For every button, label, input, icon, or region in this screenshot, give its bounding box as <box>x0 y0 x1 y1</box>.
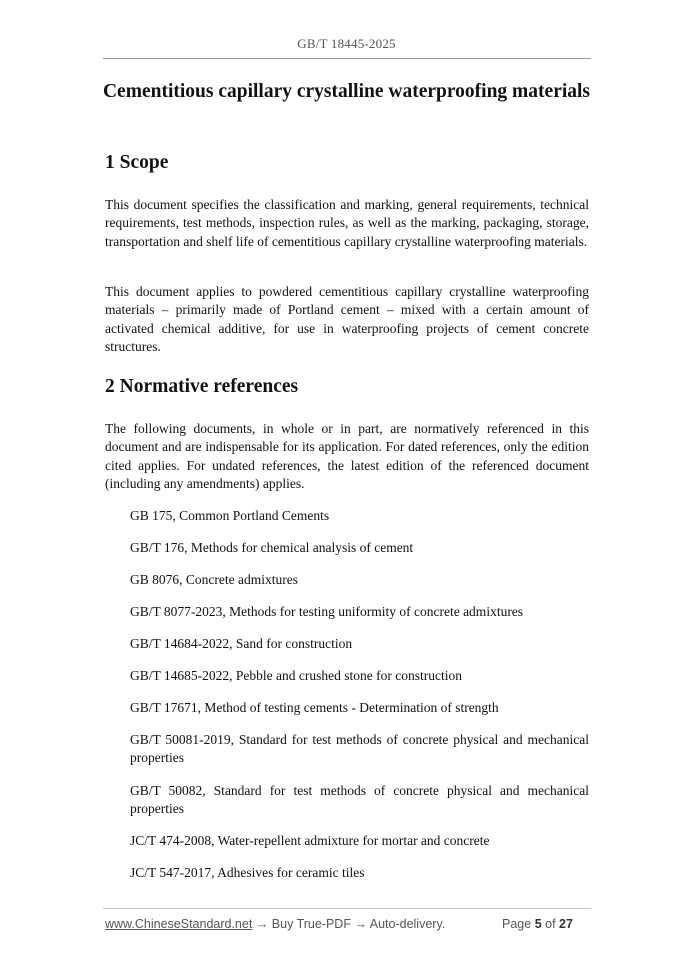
arrow-right-icon: → <box>354 917 367 931</box>
footer-promo <box>105 917 445 931</box>
footer-page-label: Page <box>502 917 532 931</box>
normative-references-intro: The following documents, in whole or in part, are normatively referenced in this document and are indispensable for its application. For dated references, only the edition cited applies. For undated references, the latest edition of the referenced document (including any amendments) applies. <box>105 421 589 492</box>
section-heading-scope: 1 Scope <box>105 152 169 173</box>
arrow-right-icon: → <box>255 917 269 931</box>
scope-paragraph-2: This document applies to powdered cementitious capillary crystalline waterproofing materials – primarily made of Portland cement – mixed with a certain amount of activated chemical additive, for use in waterproofing projects of cement concrete structures. <box>105 284 589 355</box>
reference-item: GB/T 8077-2023, Methods for testing uniformity of concrete admixtures <box>130 604 524 619</box>
reference-item: GB 8076, Concrete admixtures <box>130 572 298 587</box>
section-heading-normative-references: 2 Normative references <box>105 376 299 397</box>
footer-rule <box>103 908 591 909</box>
reference-item: GB 175, Common Portland Cements <box>130 508 330 523</box>
reference-item: GB/T 14684-2022, Sand for construction <box>130 636 353 651</box>
footer-page-indicator <box>502 917 573 931</box>
footer-delivery-text: Auto-delivery. <box>369 917 446 931</box>
footer-of-label: of <box>545 917 556 931</box>
header-rule <box>103 58 591 59</box>
reference-item: GB/T 14685-2022, Pebble and crushed stone for construction <box>130 668 462 683</box>
footer-buy-text: Buy True-PDF <box>271 917 351 931</box>
header-document-id: GB/T 18445-2025 <box>297 36 396 51</box>
reference-item: GB/T 17671, Method of testing cements - Determination of strength <box>130 700 499 715</box>
reference-item: GB/T 176, Methods for chemical analysis of cement <box>130 540 414 555</box>
reference-item: JC/T 474-2008, Water-repellent admixture for mortar and concrete <box>130 833 490 848</box>
scope-paragraph-1: This document specifies the classification and marking, general requirements, technical requirements, test methods, inspection rules, as well as the marking, packaging, storage, transportation and shelf life of cementitious capillary crystalline waterproofing materials. <box>105 197 589 249</box>
document-title: Cementitious capillary crystalline waterproofing materials <box>102 81 591 102</box>
reference-item: JC/T 547-2017, Adhesives for ceramic tiles <box>130 865 365 880</box>
footer-page-number: 5 <box>534 917 542 931</box>
footer-page-total: 27 <box>559 917 573 931</box>
reference-item: GB/T 50081-2019, Standard for test methods of concrete physical and mechanical properties <box>130 732 589 766</box>
footer-site-link[interactable]: www.ChineseStandard.net <box>105 917 253 931</box>
reference-item: GB/T 50082, Standard for test methods of concrete physical and mechanical properties <box>130 783 589 817</box>
